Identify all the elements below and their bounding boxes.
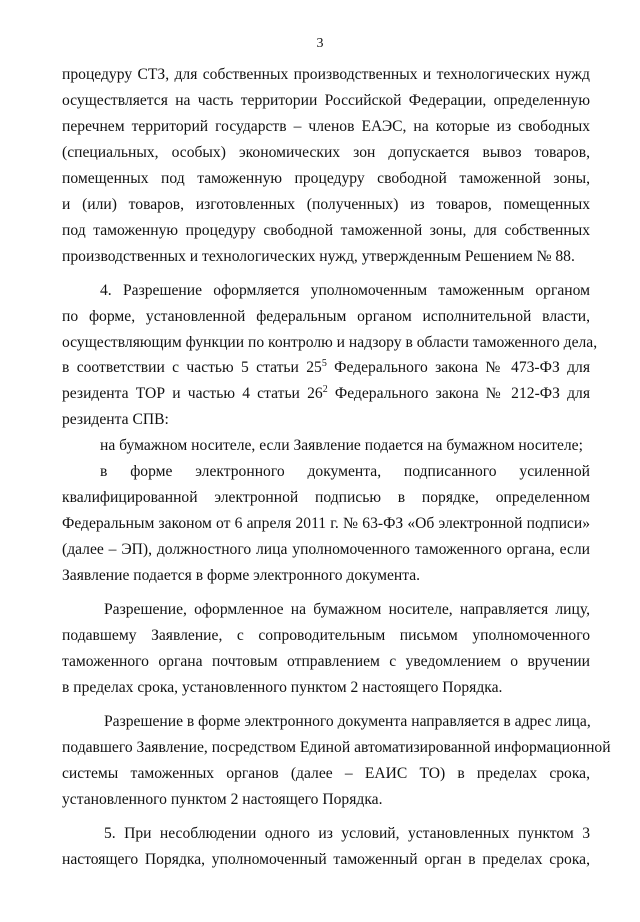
text-line: Федеральным законом от 6 апреля 2011 г. № 63-ФЗ «Об электронной подписи»: [62, 515, 590, 533]
text-line: в форме электронного документа, подписанного усиленной: [100, 463, 590, 481]
text-line: подавшего Заявление, посредством Единой автоматизированной информационной: [62, 738, 611, 756]
text-line: в пределах срока, установленного пунктом 2 настоящего Порядка.: [62, 678, 503, 696]
text-line: установленного пунктом 2 настоящего Порядка.: [62, 790, 383, 808]
text-line: перечнем территорий государств – членов ЕАЭС, на которые из свободных: [62, 117, 590, 135]
text-line: подавшему Заявление, с сопроводительным письмом уполномоченного: [62, 627, 590, 645]
text-line: осуществляется на часть территории Российской Федерации, определенную: [62, 91, 590, 109]
text-line: таможенного органа почтовым отправлением с уведомлением о вручении: [62, 652, 590, 670]
document-body: [62, 62, 611, 873]
superscript: 2: [322, 384, 328, 396]
text-line: Разрешение в форме электронного документа направляется в адрес лица,: [104, 712, 591, 730]
page-number: 3: [316, 36, 324, 51]
text-line: резидента СПВ:: [62, 411, 169, 429]
text-line: под таможенную процедуру свободной таможенной зоны, для собственных: [62, 221, 590, 239]
text-line: квалифицированной электронной подписью в порядке, определенном: [62, 489, 590, 507]
text-line: [62, 355, 590, 381]
text-fragment: резидента ТОР и частью 4 статьи 26: [62, 385, 323, 403]
superscript: 5: [321, 358, 327, 370]
text-line: (специальных, особых) экономических зон допускается вывоз товаров,: [62, 143, 590, 161]
text-fragment: Федерального закона № 212-ФЗ для: [327, 385, 590, 403]
text-line: производственных и технологических нужд, утвержденным Решением № 88.: [62, 247, 575, 265]
text-line: [62, 381, 590, 407]
text-line: процедуру СТЗ, для собственных производственных и технологических нужд: [62, 66, 590, 83]
text-line: и (или) товаров, изготовленных (полученных) из товаров, помещенных: [62, 195, 590, 213]
text-line: по форме, установленной федеральным органом исполнительной власти,: [62, 307, 590, 325]
text-line: системы таможенных органов (далее – ЕАИС ТО) в пределах срока,: [62, 764, 590, 782]
text-line: на бумажном носителе, если Заявление подается на бумажном носителе;: [100, 437, 583, 455]
text-fragment: в соответствии с частью 5 статьи 25: [62, 359, 322, 377]
text-line: осуществляющим функции по контролю и надзору в области таможенного дела,: [62, 333, 598, 351]
text-line: помещенных под таможенную процедуру свободной таможенной зоны,: [62, 169, 590, 187]
text-line: настоящего Порядка, уполномоченный таможенный орган в пределах срока,: [62, 850, 590, 868]
text-line: 4. Разрешение оформляется уполномоченным таможенным органом: [100, 281, 590, 299]
text-line: (далее – ЭП), должностного лица уполномоченного таможенного органа, если: [62, 541, 590, 559]
text-fragment: Федерального закона № 473-ФЗ для: [326, 359, 590, 377]
text-line: 5. При несоблюдении одного из условий, установленных пунктом 3: [104, 824, 590, 842]
text-line: Заявление подается в форме электронного документа.: [62, 567, 421, 585]
text-line: Разрешение, оформленное на бумажном носителе, направляется лицу,: [104, 601, 590, 619]
